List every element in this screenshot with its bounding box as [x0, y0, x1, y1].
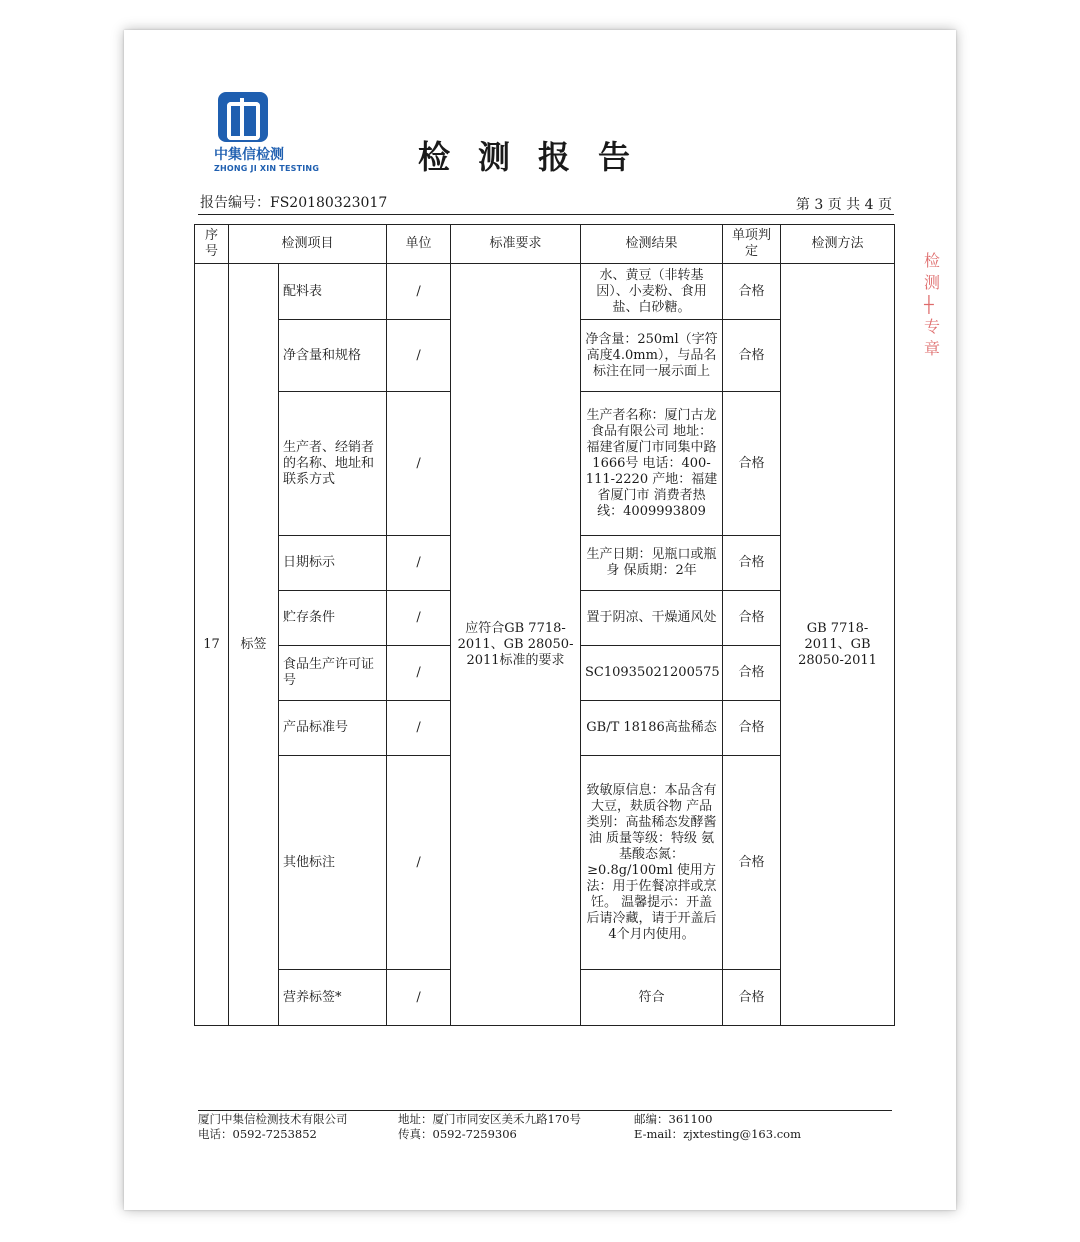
result-cell: 置于阴凉、干燥通风处	[581, 591, 723, 646]
judgment-cell: 合格	[723, 646, 781, 701]
judgment-cell: 合格	[723, 264, 781, 320]
category-cell: 标签	[229, 264, 279, 1026]
judgment-cell: 合格	[723, 591, 781, 646]
unit-cell: /	[387, 756, 451, 970]
header-method: 检测方法	[781, 225, 895, 264]
footer-rule	[198, 1110, 892, 1111]
company-logo	[214, 92, 320, 173]
page-number: 第 3 页 共 4 页	[795, 197, 892, 213]
item-cell: 配料表	[279, 264, 387, 320]
unit-cell: /	[387, 646, 451, 701]
item-cell: 生产者、经销者的名称、地址和联系方式	[279, 392, 387, 536]
result-cell: 生产日期：见瓶口或瓶身 保质期：2年	[581, 536, 723, 591]
result-cell: 净含量：250ml（字符高度4.0mm），与品名标注在同一展示面上	[581, 320, 723, 392]
judgment-cell: 合格	[723, 536, 781, 591]
header-result: 检测结果	[581, 225, 723, 264]
item-cell: 营养标签*	[279, 970, 387, 1026]
judgment-cell: 合格	[723, 320, 781, 392]
item-cell: 产品标准号	[279, 701, 387, 756]
result-cell: 符合	[581, 970, 723, 1026]
footer-fax: 传真：0592-7259306	[398, 1127, 517, 1141]
header-item: 检测项目	[229, 225, 387, 264]
unit-cell: /	[387, 264, 451, 320]
result-cell: 水、黄豆（非转基因）、小麦粉、食用盐、白砂糖。	[581, 264, 723, 320]
method-cell: GB 7718-2011、GB 28050-2011	[781, 264, 895, 1026]
report-title: 检测报告	[418, 138, 659, 176]
footer-col-3	[634, 1112, 801, 1142]
unit-cell: /	[387, 320, 451, 392]
unit-cell: /	[387, 536, 451, 591]
judgment-cell: 合格	[723, 701, 781, 756]
requirement-cell: 应符合GB 7718-2011、GB 28050-2011标准的要求	[451, 264, 581, 1026]
item-cell: 贮存条件	[279, 591, 387, 646]
seq-cell: 17	[195, 264, 229, 1026]
footer-col-2	[398, 1112, 581, 1142]
inspection-table	[194, 224, 895, 1026]
logo-name-en: ZHONG JI XIN TESTING	[214, 164, 320, 173]
footer-email: E-mail：zjxtesting@163.com	[634, 1127, 801, 1141]
footer-phone: 电话：0592-7253852	[198, 1127, 317, 1141]
footer-company: 厦门中集信检测技术有限公司	[198, 1112, 348, 1126]
footer-col-1	[198, 1112, 348, 1142]
item-cell: 日期标示	[279, 536, 387, 591]
judgment-cell: 合格	[723, 392, 781, 536]
header-judgment: 单项判定	[723, 225, 781, 264]
unit-cell: /	[387, 970, 451, 1026]
item-cell: 其他标注	[279, 756, 387, 970]
table-row	[195, 264, 895, 320]
result-cell: GB/T 18186高盐稀态	[581, 701, 723, 756]
logo-name-cn: 中集信检测	[214, 147, 284, 163]
item-cell: 食品生产许可证号	[279, 646, 387, 701]
item-cell: 净含量和规格	[279, 320, 387, 392]
header-unit: 单位	[387, 225, 451, 264]
footer-postcode: 邮编：361100	[634, 1112, 713, 1126]
unit-cell: /	[387, 591, 451, 646]
result-cell: 生产者名称：厦门古龙食品有限公司 地址：福建省厦门市同集中路1666号 电话：400-111-2220 产地：福建省厦门市 消费者热线：4009993809	[581, 392, 723, 536]
judgment-cell: 合格	[723, 756, 781, 970]
judgment-cell: 合格	[723, 970, 781, 1026]
unit-cell: /	[387, 392, 451, 536]
header-seq: 序号	[195, 225, 229, 264]
footer-address: 地址：厦门市同安区美禾九路170号	[398, 1112, 581, 1126]
logo-icon	[218, 92, 268, 142]
unit-cell: /	[387, 701, 451, 756]
header-rule	[198, 214, 894, 215]
red-seal-stamp: 检 测 ┼ 专 章	[924, 251, 941, 358]
table-header-row	[195, 225, 895, 264]
result-cell: 致敏原信息：本品含有大豆，麸质谷物 产品类别：高盐稀态发酵酱油 质量等级：特级 氨基酸态氮：≥0.8g/100ml 使用方法：用于佐餐凉拌或烹饪。 温馨提示：开盖后请冷藏，请于开盖后4个月内使用。	[581, 756, 723, 970]
result-cell: SC10935021200575	[581, 646, 723, 701]
header-requirement: 标准要求	[451, 225, 581, 264]
report-number: 报告编号：FS20180323017	[200, 195, 388, 211]
